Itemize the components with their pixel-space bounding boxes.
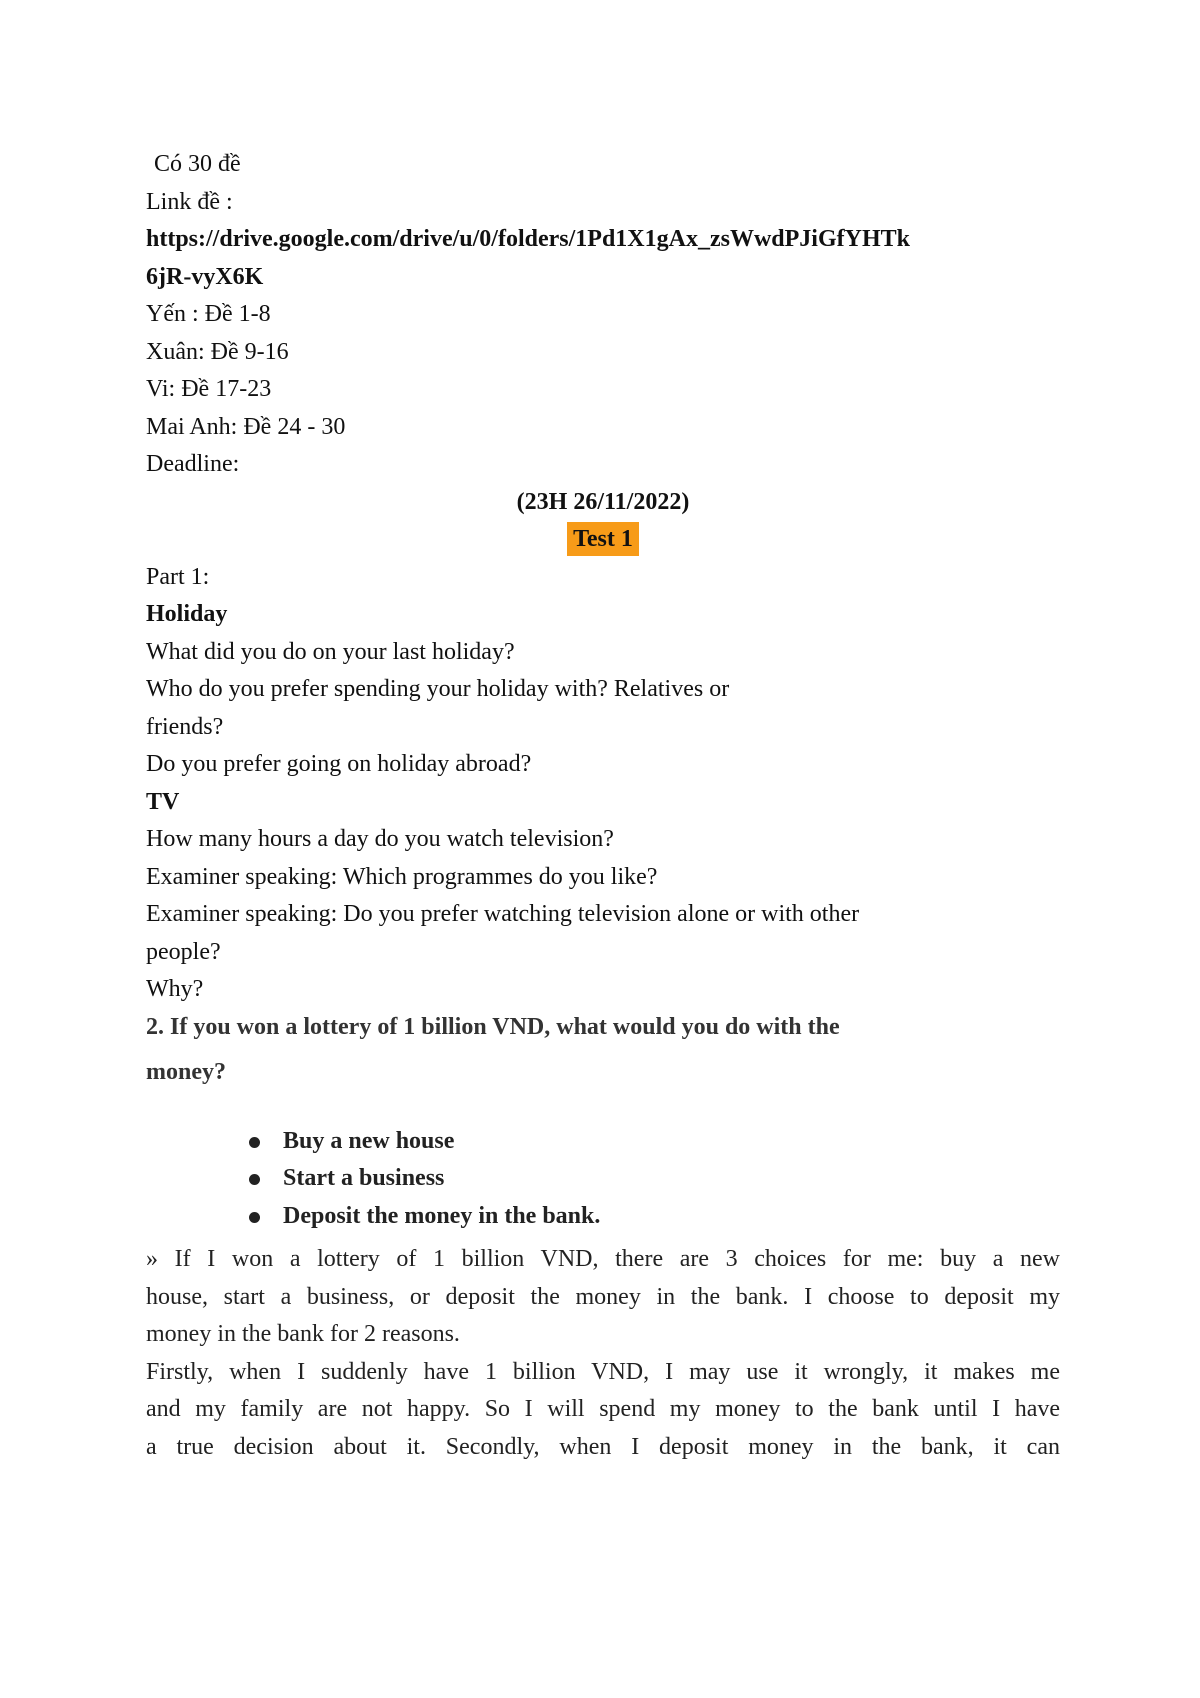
holiday-heading: Holiday	[146, 601, 228, 627]
tv-question-1: How many hours a day do you watch television?	[146, 826, 614, 852]
link-label: Link đề :	[146, 188, 233, 215]
question-2-line-1: 2. If you won a lottery of 1 billion VND, what would you do with the	[146, 1013, 840, 1040]
answer-paragraph	[146, 1241, 1060, 1466]
bullet-icon	[249, 1137, 260, 1148]
holiday-question-1: What did you do on your last holiday?	[146, 638, 515, 665]
list-item	[249, 1123, 1060, 1161]
assignment-vi: Vi: Đề 17-23	[146, 376, 272, 402]
choice-label: Deposit the money in the bank.	[283, 1202, 601, 1229]
tv-heading: TV	[146, 788, 180, 815]
document-page	[146, 146, 1060, 1466]
choice-list	[146, 1123, 1060, 1236]
tv-question-2: Examiner speaking: Which programmes do you like?	[146, 863, 658, 890]
tv-question-3-line-1: Examiner speaking: Do you prefer watching television alone or with other	[146, 901, 860, 927]
list-item	[249, 1198, 1060, 1236]
assignment-xuan: Xuân: Đề 9-16	[146, 338, 289, 365]
answer-line: and my family are not happy. So I will spend my money to the bank until I have	[146, 1396, 1060, 1422]
answer-line: a true decision about it. Secondly, when I deposit money in the bank, it can	[146, 1433, 1060, 1460]
test-count-text: Có 30 đề	[154, 151, 241, 177]
drive-link-line-1[interactable]: https://drive.google.com/drive/u/0/folders/1Pd1X1gAx_zsWwdPJiGfYHTk	[146, 226, 910, 252]
choice-label: Buy a new house	[283, 1127, 455, 1154]
deadline-label: Deadline:	[146, 451, 240, 477]
answer-line: Firstly, when I suddenly have 1 billion VND, I may use it wrongly, it makes me	[146, 1358, 1060, 1385]
test-title-row	[146, 521, 1060, 559]
holiday-question-3: Do you prefer going on holiday abroad?	[146, 751, 532, 777]
question-2-line-2: money?	[146, 1058, 226, 1085]
holiday-question-2-line-2: friends?	[146, 713, 224, 740]
tv-question-4: Why?	[146, 976, 204, 1002]
choice-label: Start a business	[283, 1165, 445, 1191]
deadline-value: (23H 26/11/2022)	[516, 488, 690, 515]
bullet-icon	[249, 1212, 260, 1223]
tv-question-3-line-2: people?	[146, 938, 221, 965]
assignment-yen: Yến : Đề 1-8	[146, 301, 271, 327]
bullet-icon	[249, 1174, 260, 1185]
holiday-question-2-line-1: Who do you prefer spending your holiday with? Relatives or	[146, 676, 730, 702]
answer-line: house, start a business, or deposit the money in the bank. I choose to deposit my	[146, 1283, 1060, 1310]
assignment-mai-anh: Mai Anh: Đề 24 - 30	[146, 413, 346, 440]
drive-link-line-2[interactable]: 6jR-vyX6K	[146, 263, 264, 290]
answer-line: money in the bank for 2 reasons.	[146, 1321, 460, 1347]
part1-label: Part 1:	[146, 563, 210, 590]
answer-line: » If I won a lottery of 1 billion VND, there are 3 choices for me: buy a new	[146, 1246, 1060, 1272]
list-item	[249, 1160, 1060, 1198]
test-title: Test 1	[567, 522, 639, 556]
